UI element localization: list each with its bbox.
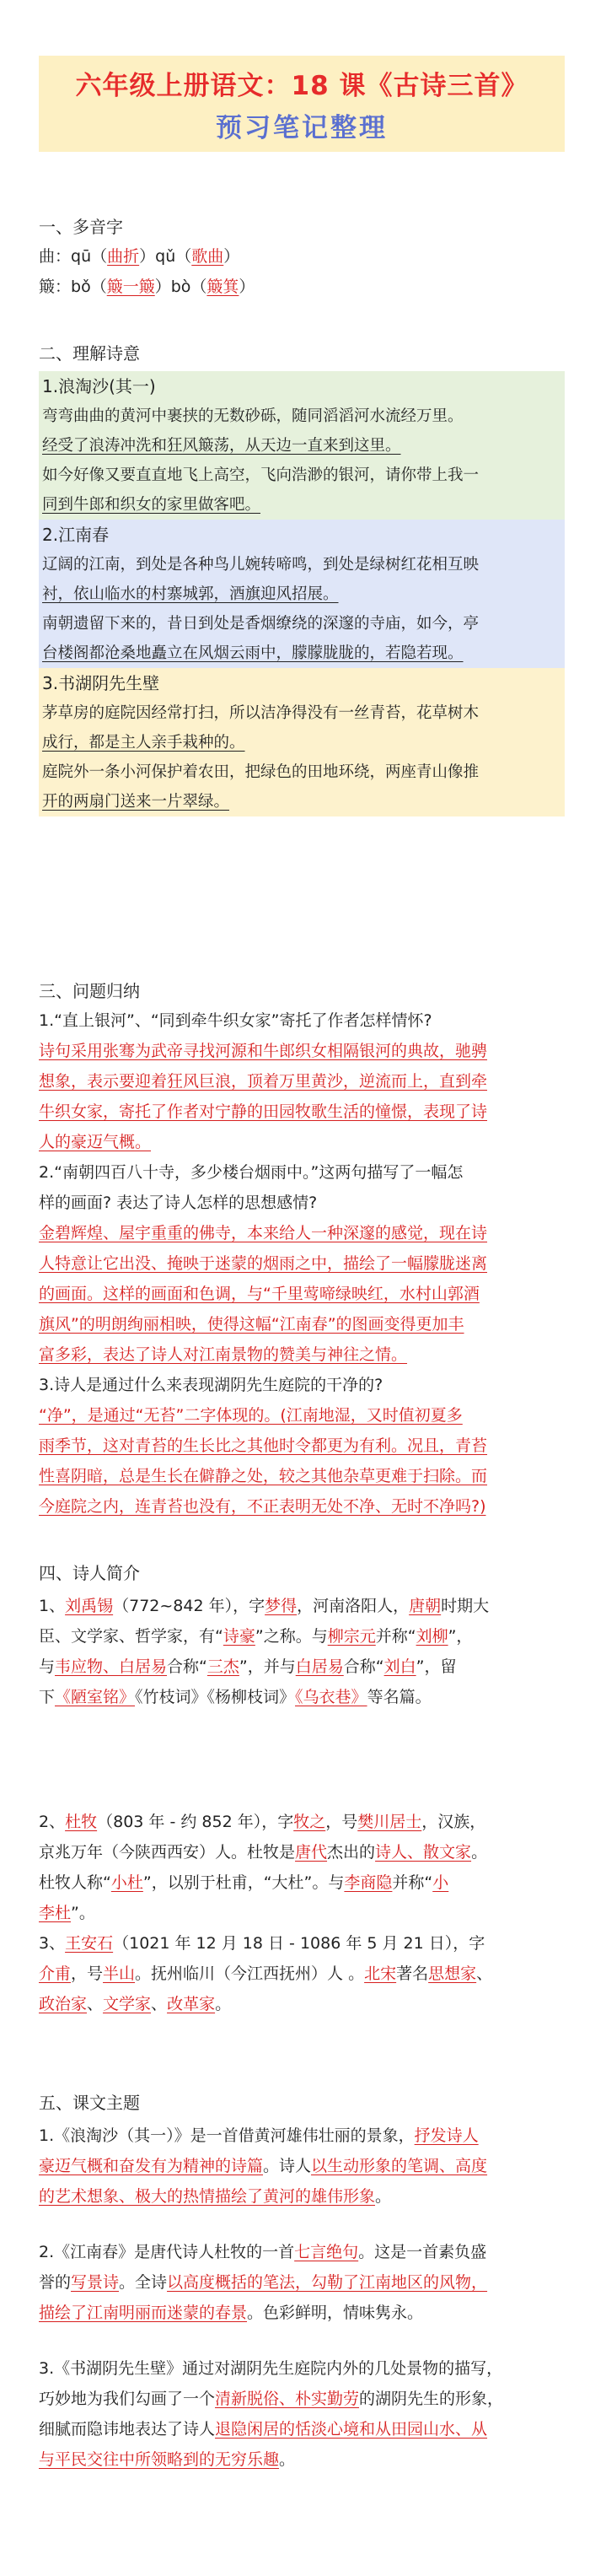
poem-title: 3.书湖阴先生壁 bbox=[42, 673, 160, 693]
question: 3.诗人是通过什么来表现湖阴先生庭院的干净的? bbox=[39, 1376, 383, 1394]
answer-line: 想象，表示要迎着狂风巨浪，顶着万里黄沙，逆流而上，直到牵 bbox=[39, 1072, 488, 1091]
title-banner bbox=[39, 56, 565, 152]
answer-line: 诗句采用张骞为武帝寻找河源和牛郎织女相隔银河的典故，驰骋 bbox=[39, 1042, 488, 1060]
page-subtitle: 预习笔记整理 bbox=[216, 113, 388, 143]
theme-line: 描绘了江南明丽而迷蒙的春景。色彩鲜明，情味隽永。 bbox=[39, 2304, 424, 2322]
section-poem-meaning bbox=[39, 339, 565, 816]
bio-line: 政治家、文学家、改革家。 bbox=[39, 1995, 232, 2013]
section-questions bbox=[39, 977, 565, 1522]
poem-line: 同到牛郎和织女的家里做客吧。 bbox=[42, 496, 261, 514]
poem-line: 南朝遗留下来的，昔日到处是香烟缭绕的深邃的寺庙，如今，亭 bbox=[42, 615, 480, 633]
poem-line: 开的两扇门送来一片翠绿。 bbox=[42, 793, 230, 811]
theme-line: 3.《书湖阴先生壁》通过对湖阴先生庭院内外的几处景物的描写， bbox=[39, 2359, 503, 2378]
answer-line: 人特意让它出没、掩映于迷蒙的烟雨之中，描绘了一幅朦胧迷离 bbox=[39, 1254, 488, 1273]
answer-line: 今庭院之内，连青苔也没有，不正表明无处不净、无时不净吗?) bbox=[39, 1497, 486, 1516]
answer-line: 旗风”的明朗绚丽相映，使得这幅“江南春”的图画变得更加丰 bbox=[39, 1315, 464, 1334]
poem-block-3 bbox=[39, 668, 565, 816]
bio-line: 与韦应物、白居易合称“三杰”，并与白居易合称“刘白”，留 bbox=[39, 1657, 457, 1676]
question: 1.“直上银河”、“同到牵牛织女家”寄托了作者怎样情怀? bbox=[39, 1011, 432, 1030]
section-poet-intro bbox=[39, 1559, 565, 2019]
answer-line: 雨季节，这对青苔的生长比之其他时令都更为有利。况且，青苔 bbox=[39, 1436, 488, 1455]
theme-line: 细腻而隐讳地表达了诗人退隐闲居的恬淡心境和从田园山水、从 bbox=[39, 2420, 488, 2439]
bio-line: 下《陋室铭》《竹枝词》《杨柳枝词》《乌衣巷》等名篇。 bbox=[39, 1688, 432, 1706]
section-heading: 一、多音字 bbox=[39, 217, 123, 237]
theme-line: 巧妙地为我们勾画了一个清新脱俗、朴实勤劳的湖阴先生的形象， bbox=[39, 2390, 504, 2408]
poem-line: 弯弯曲曲的黄河中裹挟的无数砂砾，随同滔滔河水流经万里。 bbox=[42, 407, 464, 425]
polyphone-row: 簸：bǒ（簸一簸）bò（簸箕） bbox=[39, 278, 255, 296]
question: 样的画面? 表达了诗人怎样的思想感情? bbox=[39, 1194, 318, 1212]
poem-line: 茅草房的庭院因经常打扫，所以洁净得没有一丝青苔，花草树木 bbox=[42, 704, 480, 722]
bio-line: 3、王安石（1021 年 12 月 18 日 - 1086 年 5 月 21 日），字 bbox=[39, 1934, 485, 1953]
bio-line: 杜牧人称“小杜”，以别于杜甫，“大杜”。与李商隐并称“小 bbox=[39, 1873, 449, 1892]
theme-line: 1.《浪淘沙（其一）》是一首借黄河雄伟壮丽的景象，抒发诗人 bbox=[39, 2126, 479, 2145]
answer-line: 的画面。这样的画面和色调，与“千里莺啼绿映红，水村山郭酒 bbox=[39, 1285, 480, 1303]
poem-line: 衬，依山临水的村寨城郭，酒旗迎风招展。 bbox=[42, 585, 339, 603]
example-word: 曲折 bbox=[107, 247, 140, 266]
example-word: 簸箕 bbox=[206, 278, 239, 296]
theme-line: 与平民交往中所领略到的无穷乐趣。 bbox=[39, 2450, 296, 2469]
answer-line: 金碧辉煌、屋宇重重的佛寺，本来给人一种深邃的感觉，现在诗 bbox=[39, 1224, 488, 1242]
answer-line: “净”，是通过“无苔”二字体现的。(江南地湿，又时值初夏多 bbox=[39, 1406, 463, 1425]
poem-title: 2.江南春 bbox=[42, 525, 110, 545]
theme-line: 誉的写景诗。全诗以高度概括的笔法，勾勒了江南地区的风物， bbox=[39, 2273, 488, 2292]
polyphone-row: 曲：qū（曲折）qǔ（歌曲） bbox=[39, 247, 240, 266]
bio-line: 李杜”。 bbox=[39, 1904, 95, 1922]
section-polyphones bbox=[39, 213, 565, 302]
theme-line: 2.《江南春》是唐代诗人杜牧的一首七言绝句。这是一首素负盛 bbox=[39, 2243, 487, 2261]
section-theme bbox=[39, 2088, 565, 2475]
poem-line: 辽阔的江南，到处是各种鸟儿婉转啼鸣，到处是绿树红花相互映 bbox=[42, 556, 480, 574]
page-title: 六年级上册语文：18 课《古诗三首》 bbox=[75, 71, 528, 101]
poem-line: 庭院外一条小河保护着农田，把绿色的田地环绕，两座青山像推 bbox=[42, 763, 480, 781]
section-heading: 三、问题归纳 bbox=[39, 981, 140, 1001]
section-heading: 二、理解诗意 bbox=[39, 343, 140, 364]
poem-line: 如今好像又要直直地飞上高空，飞向浩渺的银河，请你带上我一 bbox=[42, 466, 480, 484]
poem-block-2 bbox=[39, 520, 565, 668]
question: 2.“南朝四百八十寺，多少楼台烟雨中。”这两句描写了一幅怎 bbox=[39, 1163, 464, 1182]
poem-title: 1.浪淘沙(其一) bbox=[42, 376, 156, 396]
bio-line: 1、刘禹锡（772~842 年），字梦得，河南洛阳人，唐朝时期大 bbox=[39, 1597, 490, 1615]
bio-line: 京兆万年（今陕西西安）人。杜牧是唐代杰出的诗人、散文家。 bbox=[39, 1843, 488, 1862]
poem-block-1 bbox=[39, 371, 565, 520]
answer-line: 富多彩，表达了诗人对江南景物的赞美与神往之情。 bbox=[39, 1345, 408, 1364]
notes-page bbox=[0, 56, 606, 2576]
poem-line: 台楼阁都沧桑地矗立在风烟云雨中，朦朦胧胧的，若隐若现。 bbox=[42, 644, 464, 662]
poem-line: 成行，都是主人亲手栽种的。 bbox=[42, 734, 245, 752]
theme-line: 豪迈气概和奋发有为精神的诗篇。诗人以生动形象的笔调、高度 bbox=[39, 2157, 488, 2175]
bio-line: 臣、文学家、哲学家，有“诗豪”之称。与柳宗元并称“刘柳”， bbox=[39, 1627, 473, 1646]
example-word: 歌曲 bbox=[191, 247, 224, 266]
example-word: 簸一簸 bbox=[106, 278, 155, 296]
answer-line: 性喜阴暗，总是生长在僻静之处，较之其他杂草更难于扫除。而 bbox=[39, 1467, 488, 1485]
section-heading: 五、课文主题 bbox=[39, 2093, 140, 2113]
bio-line: 介甫，号半山。抚州临川（今江西抚州）人 。北宋著名思想家、 bbox=[39, 1964, 493, 1983]
answer-line: 人的豪迈气概。 bbox=[39, 1133, 152, 1151]
bio-line: 2、杜牧（803 年 - 约 852 年），字牧之，号樊川居士，汉族， bbox=[39, 1813, 486, 1831]
poem-line: 经受了浪涛冲洗和狂风簸荡，从天边一直来到这里。 bbox=[42, 437, 401, 455]
answer-line: 牛织女家，寄托了作者对宁静的田园牧歌生活的憧憬，表现了诗 bbox=[39, 1102, 488, 1121]
section-heading: 四、诗人简介 bbox=[39, 1563, 140, 1583]
theme-line: 的艺术想象、极大的热情描绘了黄河的雄伟形象。 bbox=[39, 2187, 392, 2206]
